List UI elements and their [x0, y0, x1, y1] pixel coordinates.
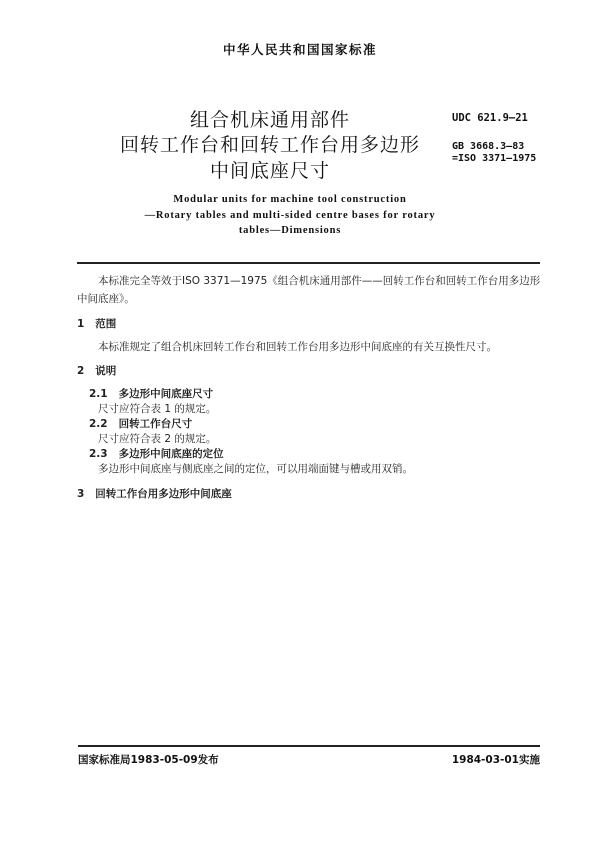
section-2-title: 说明 [95, 365, 117, 377]
title-cn-line-3: 中间底座尺寸 [209, 160, 330, 182]
intro-line-2: 中间底座》。 [77, 293, 135, 305]
subsection-2-2-heading [89, 416, 192, 431]
title-en-line-1: Modular units for machine tool construction [173, 194, 407, 205]
national-standard-heading: 中华人民共和国国家标准 [222, 42, 377, 57]
section-3-number: 3 [77, 488, 85, 500]
subsection-2-2-text: 尺寸应符合表 2 的规定。 [98, 433, 217, 445]
standard-number-block [452, 141, 536, 165]
section-1-title: 范围 [95, 318, 117, 330]
subsection-2-3-number: 2.3 [89, 448, 108, 460]
udc-code: UDC 621.9—21 [452, 112, 528, 124]
title-cn-line-2: 回转工作台和回转工作台用多边形 [119, 134, 420, 156]
section-3-heading [77, 486, 232, 501]
subsection-2-1-number: 2.1 [89, 388, 108, 400]
section-1-heading [77, 316, 116, 331]
gb-number: GB 3668.3—83 [452, 141, 525, 152]
issued-date: 国家标准局1983-05-09发布 [78, 754, 219, 766]
subsection-2-3-title: 多边形中间底座的定位 [118, 448, 224, 460]
title-en-line-2: —Rotary tables and multi-sided centre bases for rotary [144, 210, 436, 221]
section-3-title: 回转工作台用多边形中间底座 [95, 488, 232, 500]
intro-line-1: 本标准完全等效于ISO 3371—1975《组合机床通用部件——回转工作台和回转工作台用多边形 [98, 275, 541, 287]
subsection-2-3-text: 多边形中间底座与侧底座之间的定位，可以用端面键与槽或用双销。 [98, 463, 413, 475]
section-2-number: 2 [77, 365, 85, 377]
subsection-2-2-title: 回转工作台尺寸 [118, 418, 193, 430]
header-divider [77, 262, 540, 264]
section-1-text: 本标准规定了组合机床回转工作台和回转工作台用多边形中间底座的有关互换性尺寸。 [98, 341, 497, 353]
subsection-2-1-heading [89, 386, 213, 401]
subsection-2-3-heading [89, 446, 224, 461]
title-cn-line-1: 组合机床通用部件 [189, 109, 350, 131]
subsection-2-1-title: 多边形中间底座尺寸 [118, 388, 214, 400]
subsection-2-1-text: 尺寸应符合表 1 的规定。 [98, 403, 217, 415]
section-2-heading [77, 363, 116, 378]
subsection-2-2-number: 2.2 [89, 418, 108, 430]
footer-divider [78, 745, 540, 747]
iso-equivalent: =ISO 3371—1975 [452, 153, 537, 164]
title-en-line-3: tables—Dimensions [238, 225, 342, 236]
effective-date: 1984-03-01实施 [451, 754, 540, 766]
section-1-number: 1 [77, 318, 85, 330]
